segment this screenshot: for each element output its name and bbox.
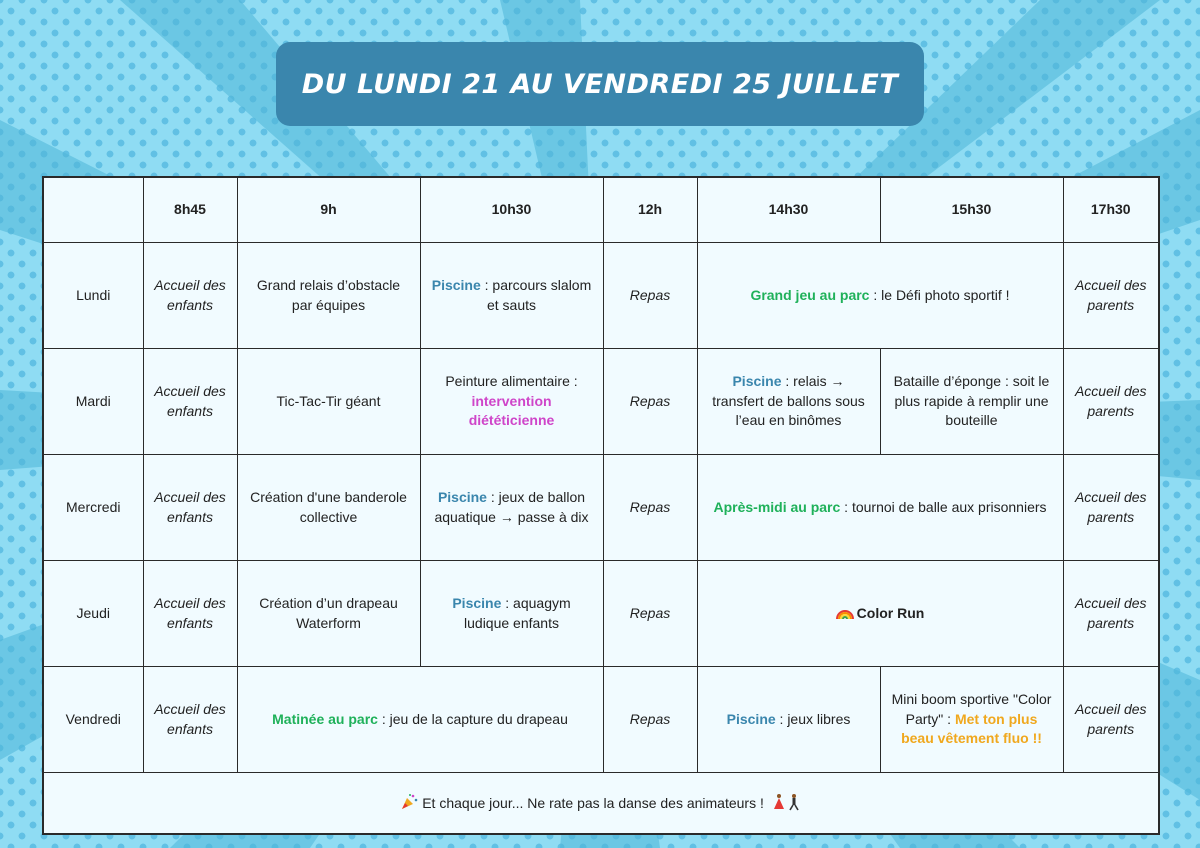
cell-welcome-kids: Accueil des enfants (143, 243, 237, 349)
header-17h30: 17h30 (1063, 177, 1159, 243)
day-label: Vendredi (43, 667, 143, 773)
day-label: Mercredi (43, 455, 143, 561)
cell-activity (420, 455, 603, 561)
cell-welcome-parents: Accueil des parents (1063, 243, 1159, 349)
activity-text: : jeux libres (775, 710, 851, 727)
cell-activity: Grand relais d’obstacle par équipes (237, 243, 420, 349)
header-10h30: 10h30 (420, 177, 603, 243)
cell-activity: Tic-Tac-Tir géant (237, 349, 420, 455)
activity-text: Color Run (856, 604, 925, 621)
cell-welcome-kids: Accueil des enfants (143, 455, 237, 561)
header-9h: 9h (237, 177, 420, 243)
cell-welcome-parents: Accueil des parents (1063, 349, 1159, 455)
highlight-text: Met ton plus beau vêtement fluo !! (901, 710, 1042, 747)
header-8h45: 8h45 (143, 177, 237, 243)
cell-welcome-kids: Accueil des enfants (143, 349, 237, 455)
cell-activity (697, 243, 1063, 349)
cell-activity (420, 561, 603, 667)
cell-activity (880, 667, 1063, 773)
activity-text: Mini boom sportive "Color Party" : (891, 691, 1052, 727)
cell-activity: Création d'une banderole collective (237, 455, 420, 561)
activity-text: : jeu de la capture du drapeau (377, 710, 568, 727)
day-label: Lundi (43, 243, 143, 349)
row-thursday (43, 561, 1159, 667)
cell-welcome-parents: Accueil des parents (1063, 561, 1159, 667)
cell-meal: Repas (603, 667, 697, 773)
cell-meal: Repas (603, 561, 697, 667)
cell-activity (420, 349, 603, 455)
cell-activity (697, 667, 880, 773)
page-title: DU LUNDI 21 AU VENDREDI 25 JUILLET (301, 68, 899, 100)
rainbow-icon (836, 607, 854, 619)
activity-text: Peinture alimentaire : (445, 373, 578, 390)
header-15h30: 15h30 (880, 177, 1063, 243)
row-tuesday (43, 349, 1159, 455)
highlight-text: Après-midi au parc (713, 498, 841, 515)
highlight-text: Piscine (431, 276, 481, 293)
highlight-text: Piscine (732, 373, 782, 390)
footer-text: Et chaque jour... Ne rate pas la danse des animateurs ! (422, 794, 764, 811)
cell-activity (237, 667, 603, 773)
row-friday (43, 667, 1159, 773)
header-12h: 12h (603, 177, 697, 243)
cell-activity: Création d’un drapeau Waterform (237, 561, 420, 667)
cell-meal: Repas (603, 455, 697, 561)
activity-text: : jeux de ballon aquatique → passe à dix (434, 488, 589, 525)
activity-text: : tournoi de balle aux prisonniers (840, 498, 1047, 515)
highlight-text: Piscine (452, 594, 502, 611)
row-monday (43, 243, 1159, 349)
footer-row (43, 773, 1159, 835)
day-label: Mardi (43, 349, 143, 455)
cell-activity: Bataille d’éponge : soit le plus rapide à remplir une bouteille (880, 349, 1063, 455)
highlight-text: intervention diététicienne (468, 392, 555, 429)
header-14h30: 14h30 (697, 177, 880, 243)
cell-welcome-kids: Accueil des enfants (143, 561, 237, 667)
cell-welcome-parents: Accueil des parents (1063, 455, 1159, 561)
day-label: Jeudi (43, 561, 143, 667)
cell-welcome-kids: Accueil des enfants (143, 667, 237, 773)
highlight-text: Matinée au parc (272, 710, 378, 727)
activity-text: : relais → transfert de ballons sous l’eau en binômes (712, 373, 865, 429)
highlight-text: Piscine (437, 488, 487, 505)
schedule-table (42, 176, 1160, 835)
cell-welcome-parents: Accueil des parents (1063, 667, 1159, 773)
highlight-text: Piscine (726, 710, 776, 727)
header-corner (43, 177, 143, 243)
cell-activity (697, 349, 880, 455)
header-row (43, 177, 1159, 243)
highlight-text: Grand jeu au parc (750, 286, 870, 303)
title-banner (276, 42, 924, 126)
footer-banner (43, 773, 1159, 835)
activity-text: : le Défi photo sportif ! (869, 286, 1010, 303)
dancers-icon (772, 793, 802, 811)
party-popper-icon (400, 793, 418, 811)
cell-activity (420, 243, 603, 349)
cell-activity (697, 455, 1063, 561)
activity-text: : parcours slalom et sauts (480, 276, 592, 313)
cell-meal: Repas (603, 349, 697, 455)
row-wednesday (43, 455, 1159, 561)
cell-activity (697, 561, 1063, 667)
cell-meal: Repas (603, 243, 697, 349)
activity-text: : aquagym ludique enfants (464, 594, 571, 631)
